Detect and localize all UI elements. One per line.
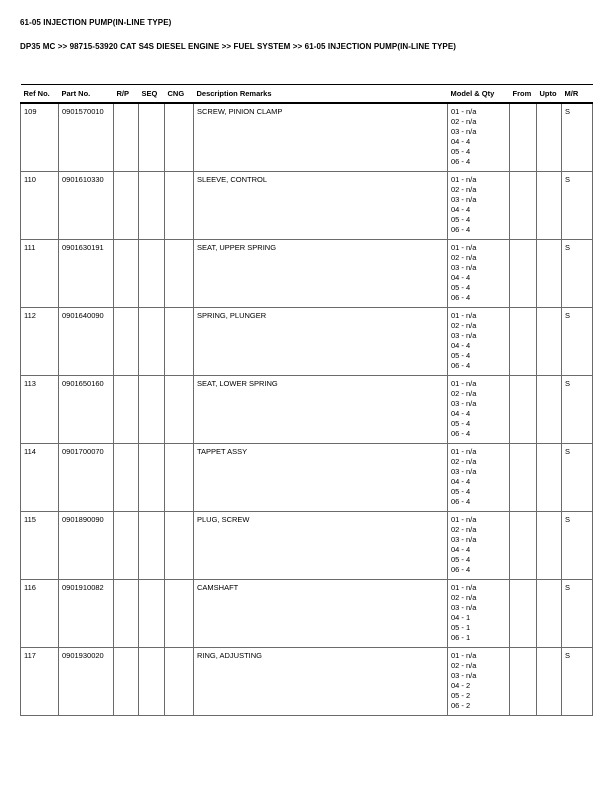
rp-cell [114, 308, 139, 376]
cng-cell [165, 376, 194, 444]
column-header-from: From [510, 85, 537, 104]
ref-no-cell: 113 [21, 376, 59, 444]
model-qty-line: 06 - 4 [451, 157, 471, 166]
table-row [21, 648, 593, 716]
table-body [21, 103, 593, 716]
part-no-cell: 0901700070 [59, 444, 114, 512]
part-no-cell: 0901570010 [59, 103, 114, 172]
model-qty-line: 01 - n/a [451, 515, 477, 524]
rp-cell [114, 240, 139, 308]
model-qty-line: 03 - n/a [451, 331, 477, 340]
model-qty-line: 06 - 4 [451, 497, 471, 506]
mr-cell: S [562, 444, 593, 512]
model-qty-line: 03 - n/a [451, 671, 477, 680]
model-qty-cell [448, 648, 510, 716]
column-header-description-remarks: Description Remarks [194, 85, 448, 104]
parts-table [20, 84, 593, 716]
table-row [21, 376, 593, 444]
model-qty-cell [448, 580, 510, 648]
model-qty-line: 03 - n/a [451, 127, 477, 136]
column-header-r-p: R/P [114, 85, 139, 104]
rp-cell [114, 376, 139, 444]
model-qty-line: 02 - n/a [451, 185, 477, 194]
model-qty-line: 02 - n/a [451, 253, 477, 262]
table-row [21, 172, 593, 240]
model-qty-line: 02 - n/a [451, 389, 477, 398]
from-cell [510, 376, 537, 444]
page-title: 61-05 INJECTION PUMP(IN-LINE TYPE) [20, 18, 172, 27]
seq-cell [139, 172, 165, 240]
column-header-model-qty: Model & Qty [448, 85, 510, 104]
model-qty-line: 04 - 4 [451, 545, 471, 554]
seq-cell [139, 240, 165, 308]
seq-cell [139, 376, 165, 444]
description-cell: TAPPET ASSY [194, 444, 448, 512]
part-no-cell: 0901650160 [59, 376, 114, 444]
cng-cell [165, 580, 194, 648]
ref-no-cell: 117 [21, 648, 59, 716]
model-qty-line: 05 - 4 [451, 283, 471, 292]
description-cell: SLEEVE, CONTROL [194, 172, 448, 240]
ref-no-cell: 110 [21, 172, 59, 240]
part-no-cell: 0901610330 [59, 172, 114, 240]
table-header-row [21, 85, 593, 104]
from-cell [510, 580, 537, 648]
upto-cell [537, 512, 562, 580]
model-qty-line: 04 - 4 [451, 137, 471, 146]
model-qty-line: 05 - 4 [451, 215, 471, 224]
model-qty-line: 06 - 2 [451, 701, 471, 710]
model-qty-line: 01 - n/a [451, 379, 477, 388]
table-row [21, 308, 593, 376]
upto-cell [537, 376, 562, 444]
rp-cell [114, 444, 139, 512]
model-qty-line: 06 - 1 [451, 633, 471, 642]
model-qty-line: 06 - 4 [451, 293, 471, 302]
mr-cell: S [562, 308, 593, 376]
from-cell [510, 308, 537, 376]
upto-cell [537, 580, 562, 648]
description-cell: SCREW, PINION CLAMP [194, 103, 448, 172]
model-qty-line: 01 - n/a [451, 447, 477, 456]
model-qty-line: 05 - 4 [451, 555, 471, 564]
cng-cell [165, 648, 194, 716]
from-cell [510, 648, 537, 716]
model-qty-cell [448, 172, 510, 240]
model-qty-line: 05 - 4 [451, 351, 471, 360]
seq-cell [139, 648, 165, 716]
model-qty-line: 06 - 4 [451, 565, 471, 574]
part-no-cell: 0901890090 [59, 512, 114, 580]
model-qty-line: 01 - n/a [451, 243, 477, 252]
table-row [21, 580, 593, 648]
cng-cell [165, 240, 194, 308]
model-qty-line: 02 - n/a [451, 661, 477, 670]
model-qty-line: 04 - 4 [451, 273, 471, 282]
rp-cell [114, 648, 139, 716]
model-qty-cell [448, 103, 510, 172]
model-qty-line: 04 - 4 [451, 205, 471, 214]
mr-cell: S [562, 580, 593, 648]
ref-no-cell: 115 [21, 512, 59, 580]
seq-cell [139, 580, 165, 648]
rp-cell [114, 512, 139, 580]
model-qty-line: 05 - 1 [451, 623, 471, 632]
model-qty-line: 02 - n/a [451, 457, 477, 466]
model-qty-line: 05 - 2 [451, 691, 471, 700]
cng-cell [165, 308, 194, 376]
ref-no-cell: 109 [21, 103, 59, 172]
seq-cell [139, 308, 165, 376]
upto-cell [537, 308, 562, 376]
from-cell [510, 444, 537, 512]
upto-cell [537, 444, 562, 512]
table-row [21, 240, 593, 308]
ref-no-cell: 111 [21, 240, 59, 308]
description-cell: CAMSHAFT [194, 580, 448, 648]
model-qty-line: 01 - n/a [451, 651, 477, 660]
from-cell [510, 512, 537, 580]
table-row [21, 512, 593, 580]
model-qty-cell [448, 240, 510, 308]
model-qty-line: 06 - 4 [451, 225, 471, 234]
model-qty-line: 03 - n/a [451, 399, 477, 408]
mr-cell: S [562, 648, 593, 716]
table-row [21, 444, 593, 512]
ref-no-cell: 114 [21, 444, 59, 512]
table-row [21, 103, 593, 172]
model-qty-cell [448, 376, 510, 444]
upto-cell [537, 648, 562, 716]
model-qty-line: 05 - 4 [451, 419, 471, 428]
description-cell: PLUG, SCREW [194, 512, 448, 580]
model-qty-line: 03 - n/a [451, 195, 477, 204]
column-header-part-no: Part No. [59, 85, 114, 104]
model-qty-line: 06 - 4 [451, 429, 471, 438]
model-qty-line: 02 - n/a [451, 117, 477, 126]
ref-no-cell: 116 [21, 580, 59, 648]
column-header-cng: CNG [165, 85, 194, 104]
model-qty-line: 04 - 1 [451, 613, 471, 622]
model-qty-line: 01 - n/a [451, 311, 477, 320]
column-header-ref-no: Ref No. [21, 85, 59, 104]
mr-cell: S [562, 240, 593, 308]
part-no-cell: 0901630191 [59, 240, 114, 308]
from-cell [510, 172, 537, 240]
model-qty-line: 02 - n/a [451, 525, 477, 534]
model-qty-line: 03 - n/a [451, 603, 477, 612]
mr-cell: S [562, 376, 593, 444]
description-cell: RING, ADJUSTING [194, 648, 448, 716]
upto-cell [537, 103, 562, 172]
part-no-cell: 0901640090 [59, 308, 114, 376]
column-header-upto: Upto [537, 85, 562, 104]
model-qty-line: 04 - 4 [451, 341, 471, 350]
rp-cell [114, 103, 139, 172]
seq-cell [139, 444, 165, 512]
part-no-cell: 0901930020 [59, 648, 114, 716]
model-qty-line: 05 - 4 [451, 487, 471, 496]
upto-cell [537, 240, 562, 308]
model-qty-line: 04 - 4 [451, 477, 471, 486]
rp-cell [114, 172, 139, 240]
from-cell [510, 103, 537, 172]
rp-cell [114, 580, 139, 648]
description-cell: SEAT, LOWER SPRING [194, 376, 448, 444]
breadcrumb: DP35 MC >> 98715-53920 CAT S4S DIESEL ENGINE >> FUEL SYSTEM >> 61-05 INJECTION PUMP(IN-LINE TYPE) [20, 42, 457, 51]
cng-cell [165, 172, 194, 240]
model-qty-line: 01 - n/a [451, 175, 477, 184]
model-qty-line: 06 - 4 [451, 361, 471, 370]
cng-cell [165, 512, 194, 580]
model-qty-line: 05 - 4 [451, 147, 471, 156]
mr-cell: S [562, 512, 593, 580]
model-qty-line: 02 - n/a [451, 321, 477, 330]
model-qty-cell [448, 512, 510, 580]
seq-cell [139, 103, 165, 172]
seq-cell [139, 512, 165, 580]
model-qty-line: 01 - n/a [451, 107, 477, 116]
column-header-m-r: M/R [562, 85, 593, 104]
cng-cell [165, 444, 194, 512]
model-qty-line: 03 - n/a [451, 535, 477, 544]
description-cell: SPRING, PLUNGER [194, 308, 448, 376]
mr-cell: S [562, 103, 593, 172]
model-qty-line: 03 - n/a [451, 467, 477, 476]
column-header-seq: SEQ [139, 85, 165, 104]
model-qty-line: 04 - 2 [451, 681, 471, 690]
model-qty-line: 01 - n/a [451, 583, 477, 592]
ref-no-cell: 112 [21, 308, 59, 376]
model-qty-cell [448, 444, 510, 512]
part-no-cell: 0901910082 [59, 580, 114, 648]
cng-cell [165, 103, 194, 172]
model-qty-line: 04 - 4 [451, 409, 471, 418]
from-cell [510, 240, 537, 308]
model-qty-line: 02 - n/a [451, 593, 477, 602]
mr-cell: S [562, 172, 593, 240]
upto-cell [537, 172, 562, 240]
model-qty-line: 03 - n/a [451, 263, 477, 272]
model-qty-cell [448, 308, 510, 376]
description-cell: SEAT, UPPER SPRING [194, 240, 448, 308]
